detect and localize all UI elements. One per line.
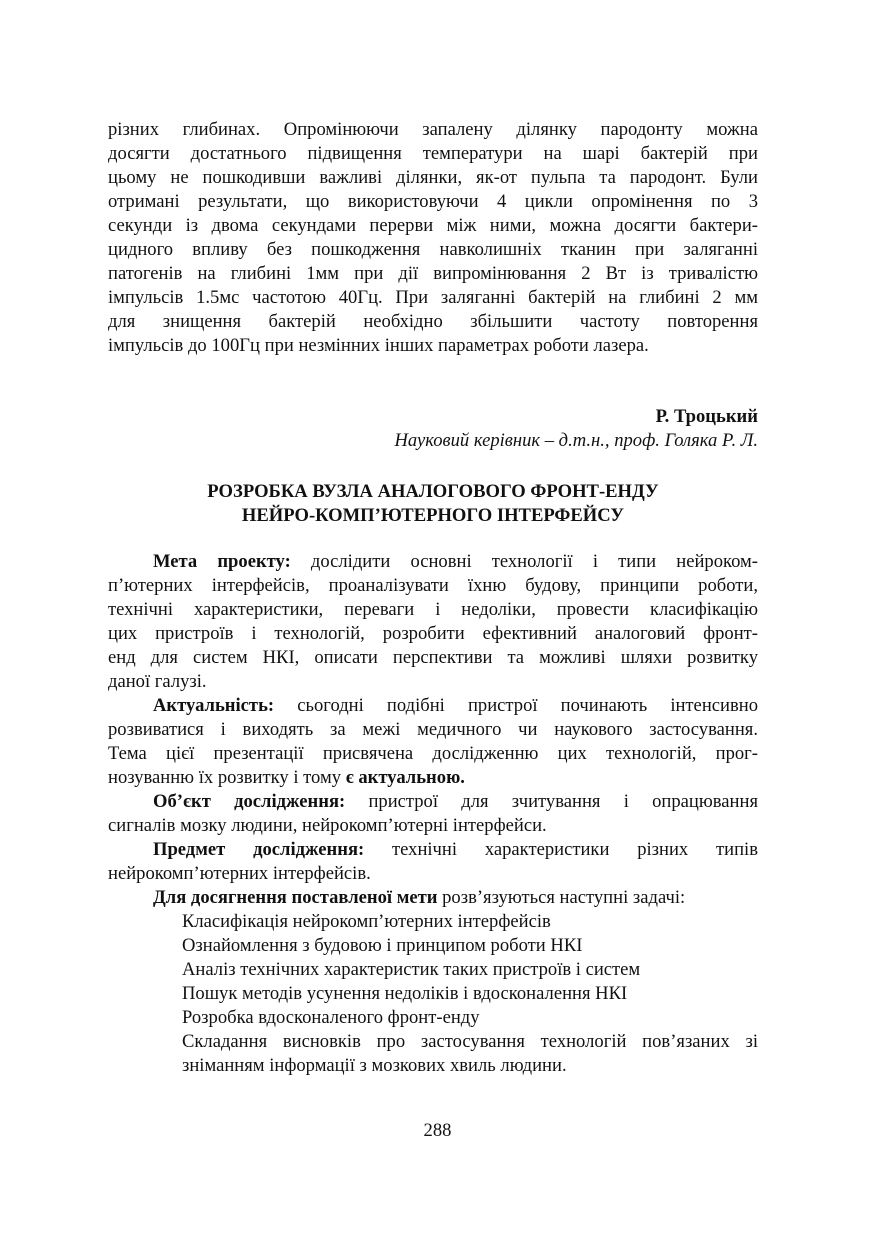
line-text: розв’язуються наступні задачі: — [437, 887, 686, 908]
task-list-item — [108, 934, 758, 958]
text-line — [108, 766, 758, 790]
line-text: Складання висновків про застосування технологій пов’язаних зі — [182, 1031, 758, 1052]
line-text: патогенів на глибині 1мм при дії випромінювання 2 Вт із тривалістю — [108, 263, 758, 284]
text-line — [108, 886, 758, 910]
task-list-item — [108, 958, 758, 982]
text-line — [108, 598, 758, 622]
bold-label: Для досягнення поставленої мети — [153, 887, 438, 908]
article-title-line-1: РОЗРОБКА ВУЗЛА АНАЛОГОВОГО ФРОНТ-ЕНДУ — [207, 481, 659, 502]
text-line — [108, 742, 758, 766]
line-text: отримані результати, що використовуючи 4 цикли опромінення по 3 — [108, 191, 758, 212]
line-text: Класифікація нейрокомп’ютерних інтерфейсів — [182, 911, 551, 932]
line-text: для знищення бактерій необхідно збільшити частоту повторення — [108, 311, 758, 332]
task-list-item — [108, 1030, 758, 1054]
line-text: дослідити основні технології і типи нейроком- — [290, 551, 758, 572]
line-text: розвиватися і виходять за межі медичного чи наукового застосування. — [108, 719, 758, 740]
line-text: Ознайомлення з будовою і принципом роботи НКІ — [182, 935, 583, 956]
line-text: цих пристроїв і технологій, розробити ефективний аналоговий фронт- — [108, 623, 758, 644]
text-line — [108, 334, 758, 358]
line-text: досягти достатнього підвищення температури на шарі бактерій при — [108, 143, 758, 164]
text-line — [108, 694, 758, 718]
text-line — [108, 262, 758, 286]
line-text: цидного впливу без пошкодження навколишніх тканин при заляганні — [108, 239, 758, 260]
document-page — [108, 118, 758, 1078]
line-text: п’ютерних інтерфейсів, проаналізувати їхню будову, принципи роботи, — [108, 575, 758, 596]
line-text: цьому не пошкодивши важливі ділянки, як-от пульпа та пародонт. Були — [108, 167, 758, 188]
page-number: 288 — [423, 1120, 452, 1141]
bold-label: Актуальність: — [153, 695, 275, 716]
line-text: технічні характеристики, переваги і недоліки, провести класифікацію — [108, 599, 758, 620]
intro-paragraph — [108, 118, 758, 358]
text-line — [108, 310, 758, 334]
text-line — [108, 238, 758, 262]
text-line — [108, 190, 758, 214]
line-text: Аналіз технічних характеристик таких пристроїв і систем — [182, 959, 641, 980]
text-line — [108, 118, 758, 142]
line-text: Тема цієї презентації присвячена дослідженню цих технологій, прог- — [108, 743, 758, 764]
line-text: технічні характеристики різних типів — [364, 839, 758, 860]
line-text: нозуванню їх розвитку і тому — [108, 767, 346, 788]
line-text: сьогодні подібні пристрої починають інтенсивно — [274, 695, 758, 716]
text-line — [108, 646, 758, 670]
line-text: імпульсів до 100Гц при незмінних інших параметрах роботи лазера. — [108, 335, 649, 356]
task-list-item — [108, 982, 758, 1006]
text-line — [108, 718, 758, 742]
supervisor-line: Науковий керівник – д.т.н., проф. Голяка Р. Л. — [394, 430, 758, 451]
text-line — [108, 286, 758, 310]
text-line — [108, 214, 758, 238]
text-line — [108, 670, 758, 694]
text-line — [108, 142, 758, 166]
bold-label: Предмет дослідження: — [153, 839, 365, 860]
line-text: даної галузі. — [108, 671, 207, 692]
line-text: пристрої для зчитування і опрацювання — [345, 791, 758, 812]
task-list-item — [108, 1054, 758, 1078]
line-text: Розробка вдосконаленого фронт-енду — [182, 1007, 480, 1028]
line-text: різних глибинах. Опромінюючи запалену ділянку пародонту можна — [108, 119, 758, 140]
text-line — [108, 574, 758, 598]
task-list-item — [108, 1006, 758, 1030]
text-line — [108, 790, 758, 814]
line-text: секунди із двома секундами перерви між ними, можна досягти бактери- — [108, 215, 758, 236]
line-text: Пошук методів усунення недоліків і вдосконалення НКІ — [182, 983, 628, 1004]
text-line — [108, 622, 758, 646]
bold-label: Мета проекту: — [153, 551, 291, 572]
line-text: зніманням інформації з мозкових хвиль людини. — [182, 1055, 567, 1076]
text-line — [108, 862, 758, 886]
task-list-item — [108, 910, 758, 934]
line-text: імпульсів 1.5мс частотою 40Гц. При заляганні бактерій на глибині 2 мм — [108, 287, 758, 308]
bold-emphasis: є актуальною. — [345, 767, 465, 788]
line-text: енд для систем НКІ, описати перспективи та можливі шляхи розвитку — [108, 647, 758, 668]
article-title-line-2: НЕЙРО-КОМП’ЮТЕРНОГО ІНТЕРФЕЙСУ — [241, 505, 625, 526]
text-line — [108, 550, 758, 574]
bold-label: Об’єкт дослідження: — [153, 791, 346, 812]
line-text: сигналів мозку людини, нейрокомп’ютерні інтерфейси. — [108, 815, 547, 836]
author-name: Р. Троцький — [655, 406, 758, 427]
article-body — [108, 550, 758, 1078]
text-line — [108, 838, 758, 862]
line-text: нейрокомп’ютерних інтерфейсів. — [108, 863, 371, 884]
text-line — [108, 166, 758, 190]
text-line — [108, 814, 758, 838]
